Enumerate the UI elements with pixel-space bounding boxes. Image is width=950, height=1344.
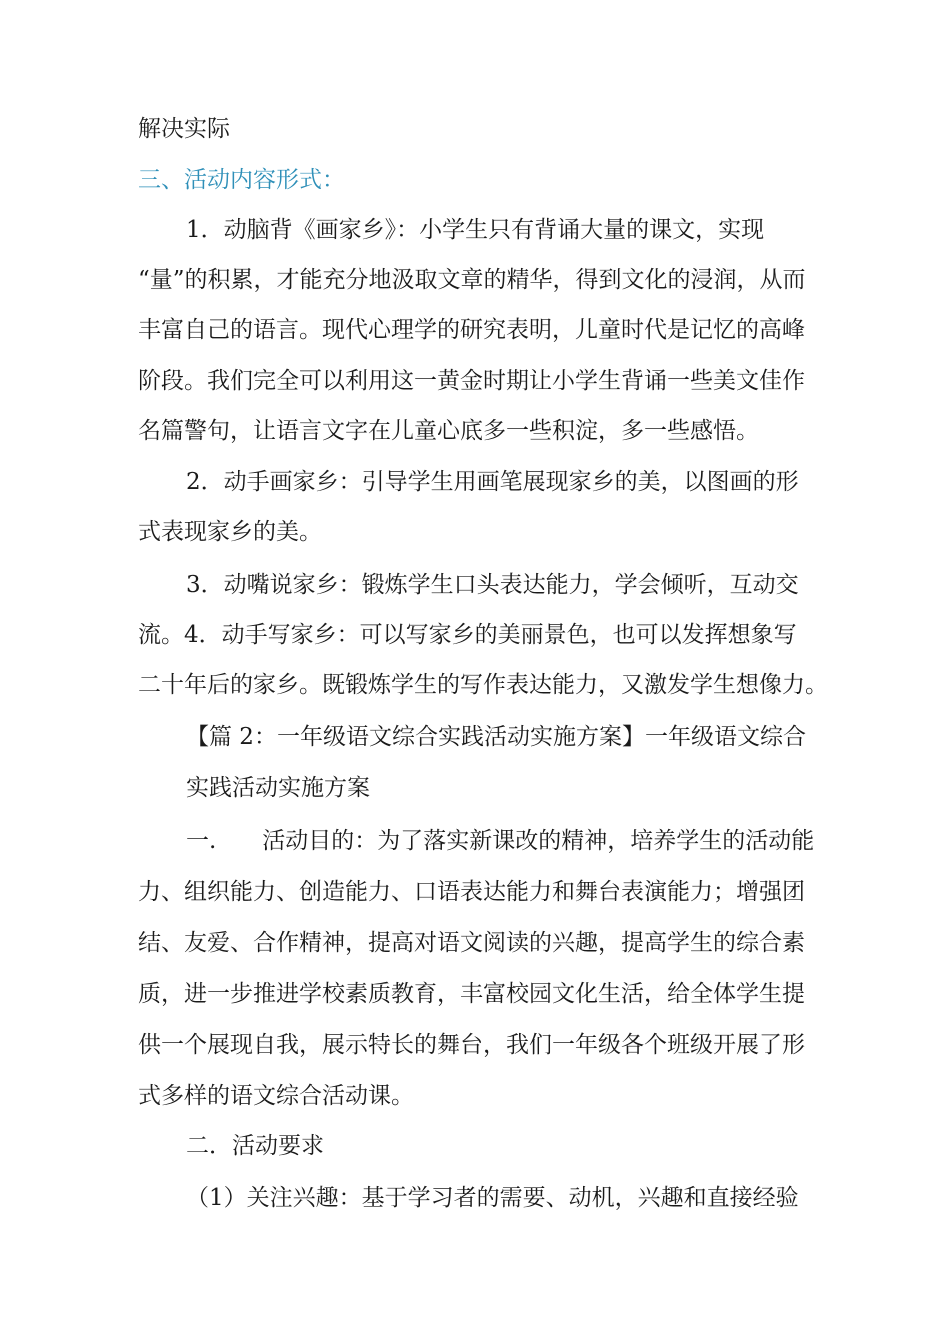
text-line: 解决实际 [138, 116, 230, 142]
text-line: 供一个展现自我，展示特长的舞台，我们一年级各个班级开展了形 [138, 1032, 805, 1058]
text-line: 二十年后的家乡。既锻炼学生的写作表达能力，又激发学生想像力。 [138, 672, 828, 698]
text-line: （1）关注兴趣：基于学习者的需要、动机，兴趣和直接经验 [186, 1185, 799, 1211]
text-line: 式多样的语文综合活动课。 [138, 1083, 414, 1109]
text-line: 结、友爱、合作精神，提高对语文阅读的兴趣，提高学生的综合素 [138, 930, 805, 956]
text-line: 式表现家乡的美。 [138, 519, 322, 545]
text-line: “量”的积累，才能充分地汲取文章的精华，得到文化的浸润，从而 [138, 267, 806, 293]
text-line: 3．动嘴说家乡：锻炼学生口头表达能力，学会倾听，互动交 [186, 572, 799, 598]
text-line: 丰富自己的语言。现代心理学的研究表明，儿童时代是记忆的高峰 [138, 317, 805, 343]
text-line: 2．动手画家乡：引导学生用画笔展现家乡的美，以图画的形 [186, 469, 799, 495]
text-line: 【篇 2：一年级语文综合实践活动实施方案】一年级语文综合 [186, 724, 806, 750]
text-line: 阶段。我们完全可以利用这一黄金时期让小学生背诵一些美文佳作 [138, 368, 805, 394]
text-line: 名篇警句，让语言文字在儿童心底多一些积淀，多一些感悟。 [138, 418, 759, 444]
text-line: 质，进一步推进学校素质教育，丰富校园文化生活，给全体学生提 [138, 981, 805, 1007]
text-line: 实践活动实施方案 [186, 775, 370, 801]
text-line: 1．动脑背《画家乡》：小学生只有背诵大量的课文，实现 [186, 217, 765, 243]
text-line: 二．活动要求 [186, 1133, 324, 1159]
section-heading: 三、活动内容形式： [138, 167, 345, 193]
text-line: 力、组织能力、创造能力、口语表达能力和舞台表演能力；增强团 [138, 879, 805, 905]
text-line: 一. 活动目的：为了落实新课改的精神，培养学生的活动能 [186, 828, 815, 854]
text-line: 流。4．动手写家乡：可以写家乡的美丽景色，也可以发挥想象写 [138, 622, 797, 648]
